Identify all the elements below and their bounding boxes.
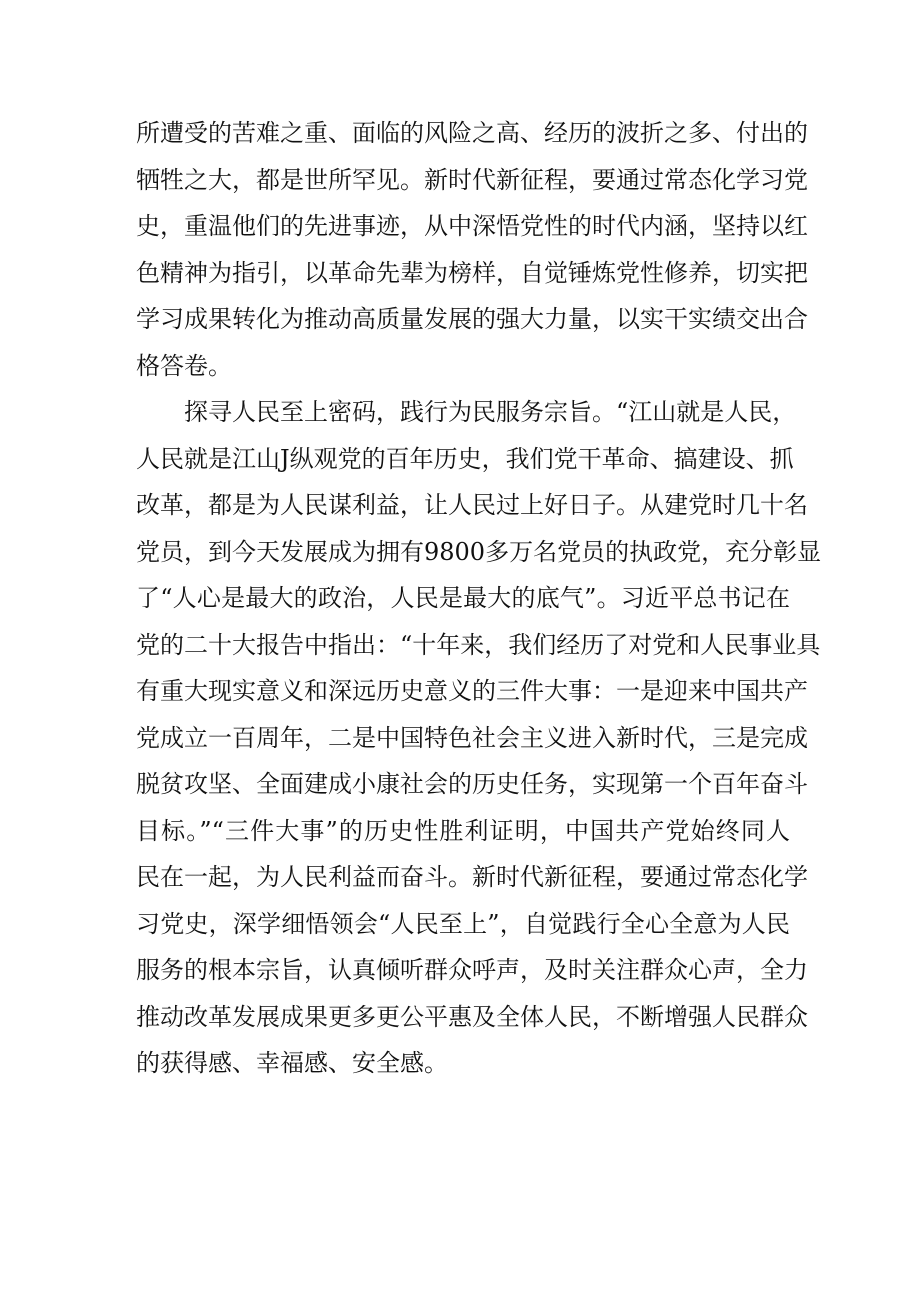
paragraph-2 bbox=[136, 389, 822, 1087]
text-line: 有重大现实意义和深远历史意义的三件大事：一是迎来中国共产 bbox=[136, 677, 808, 705]
text-line: 牺牲之大，都是世所罕见。新时代新征程，要通过常态化学习党 bbox=[136, 165, 808, 194]
text-line: 党的二十大报告中指出：“十年来，我们经历了对党和人民事业具 bbox=[136, 630, 821, 659]
text-line: 服务的根本宗旨，认真倾听群众呼声，及时关注群众心声，全力 bbox=[136, 956, 808, 984]
text-line: 推动改革发展成果更多更公平惠及全体人民，不断增强人民群众 bbox=[136, 1002, 808, 1031]
text-line: 党员，到今天发展成为拥有9800多万名党员的执政党，充分彰显 bbox=[136, 537, 822, 566]
text-line: 民在一起，为人民利益而奋斗。新时代新征程，要通过常态化学 bbox=[136, 863, 808, 891]
text-line: 脱贫攻坚、全面建成小康社会的历史任务，实现第一个百年奋斗 bbox=[136, 770, 808, 798]
paragraph-1 bbox=[136, 110, 808, 389]
text-line: 史，重温他们的先进事迹，从中深悟党性的时代内涵，坚持以红 bbox=[136, 212, 808, 240]
text-line: 党成立一百周年，二是中国特色社会主义进入新时代，三是完成 bbox=[136, 723, 808, 752]
text-line: 目标。”“三件大事”的历史性胜利证明，中国共产党始终同人 bbox=[136, 816, 790, 845]
text-line: 格答卷。 bbox=[136, 351, 232, 380]
text-line: 人民就是江山J纵观党的百年历史，我们党干革命、搞建设、抓 bbox=[136, 444, 794, 473]
text-line: 探寻人民至上密码，践行为民服务宗旨。“江山就是人民， bbox=[184, 398, 797, 426]
text-line: 的获得感、幸福感、安全感。 bbox=[136, 1049, 448, 1077]
text-line: 了“人心是最大的政治，人民是最大的底气”。习近平总书记在 bbox=[136, 584, 790, 612]
body-text bbox=[136, 110, 822, 1087]
text-line: 学习成果转化为推动高质量发展的强大力量，以实干实绩交出合 bbox=[136, 305, 808, 333]
text-line: 习党史，深学细悟领会“人民至上”，自觉践行全心全意为人民 bbox=[136, 909, 790, 938]
text-line: 所遭受的苦难之重、面临的风险之高、经历的波折之多、付出的 bbox=[136, 119, 808, 147]
text-line: 改革，都是为人民谋利益，让人民过上好日子。从建党时几十名 bbox=[136, 491, 808, 519]
text-line: 色精神为指引，以革命先辈为榜样，自觉锤炼党性修养，切实把 bbox=[136, 258, 808, 287]
